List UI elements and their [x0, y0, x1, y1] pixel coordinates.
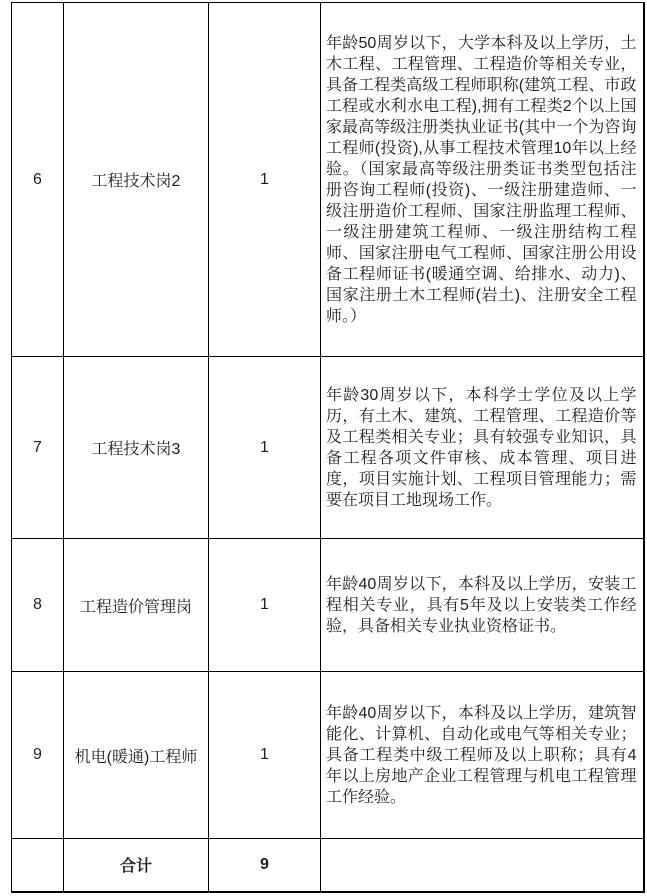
position-cell: 工程技术岗3 — [64, 357, 209, 539]
total-value-cell: 9 — [209, 839, 321, 892]
requirements-cell: 年龄40周岁以下，本科及以上学历，安装工程相关专业，具有5年及以上安装类工作经验，具备相关专业执业资格证书。 — [321, 539, 644, 672]
table-row — [12, 539, 644, 672]
position-cell: 工程造价管理岗 — [64, 539, 209, 672]
total-row — [12, 839, 644, 892]
seq-cell: 9 — [12, 672, 64, 839]
headcount-cell: 1 — [209, 357, 321, 539]
seq-cell: 6 — [12, 3, 64, 357]
headcount-cell: 1 — [209, 3, 321, 357]
position-cell: 机电(暖通)工程师 — [64, 672, 209, 839]
table-row — [12, 357, 644, 539]
seq-cell: 8 — [12, 539, 64, 672]
recruitment-positions-table — [11, 2, 645, 893]
table-row — [12, 672, 644, 839]
seq-cell: 7 — [12, 357, 64, 539]
total-empty-seq-cell — [12, 839, 64, 892]
total-empty-requirements-cell — [321, 839, 644, 892]
headcount-cell: 1 — [209, 539, 321, 672]
requirements-cell: 年龄40周岁以下，本科及以上学历，建筑智能化、计算机、自动化或电气等相关专业；具备工程类中级工程师及以上职称；具有4年以上房地产企业工程管理与机电工程管理工作经验。 — [321, 672, 644, 839]
requirements-cell: 年龄50周岁以下，大学本科及以上学历，土木工程、工程管理、工程造价等相关专业，具备工程类高级工程师职称(建筑工程、市政工程或水利水电工程),拥有工程类2个以上国家最高等级注册类执业证书(其中一个为咨询工程师(投资),从事工程技术管理10年以上经验。（国家最高等级注册类证书类型包括注册咨询工程师(投资)、一级注册建造师、一级注册造价工程师、国家注册监理工程师、一级注册建筑工程师、一级注册结构工程师、国家注册电气工程师、国家注册公用设备工程师证书(暖通空调、给排水、动力)、国家注册土木工程师(岩土)、注册安全工程师。） — [321, 3, 644, 357]
requirements-cell: 年龄30周岁以下，本科学士学位及以上学历，有土木、建筑、工程管理、工程造价等及工程类相关专业；具有较强专业知识，具备工程各项文件审核、成本管理、项目进度，项目实施计划、工程项目管理能力；需要在项目工地现场工作。 — [321, 357, 644, 539]
total-label-cell: 合计 — [64, 839, 209, 892]
table-row — [12, 3, 644, 357]
position-cell: 工程技术岗2 — [64, 3, 209, 357]
headcount-cell: 1 — [209, 672, 321, 839]
